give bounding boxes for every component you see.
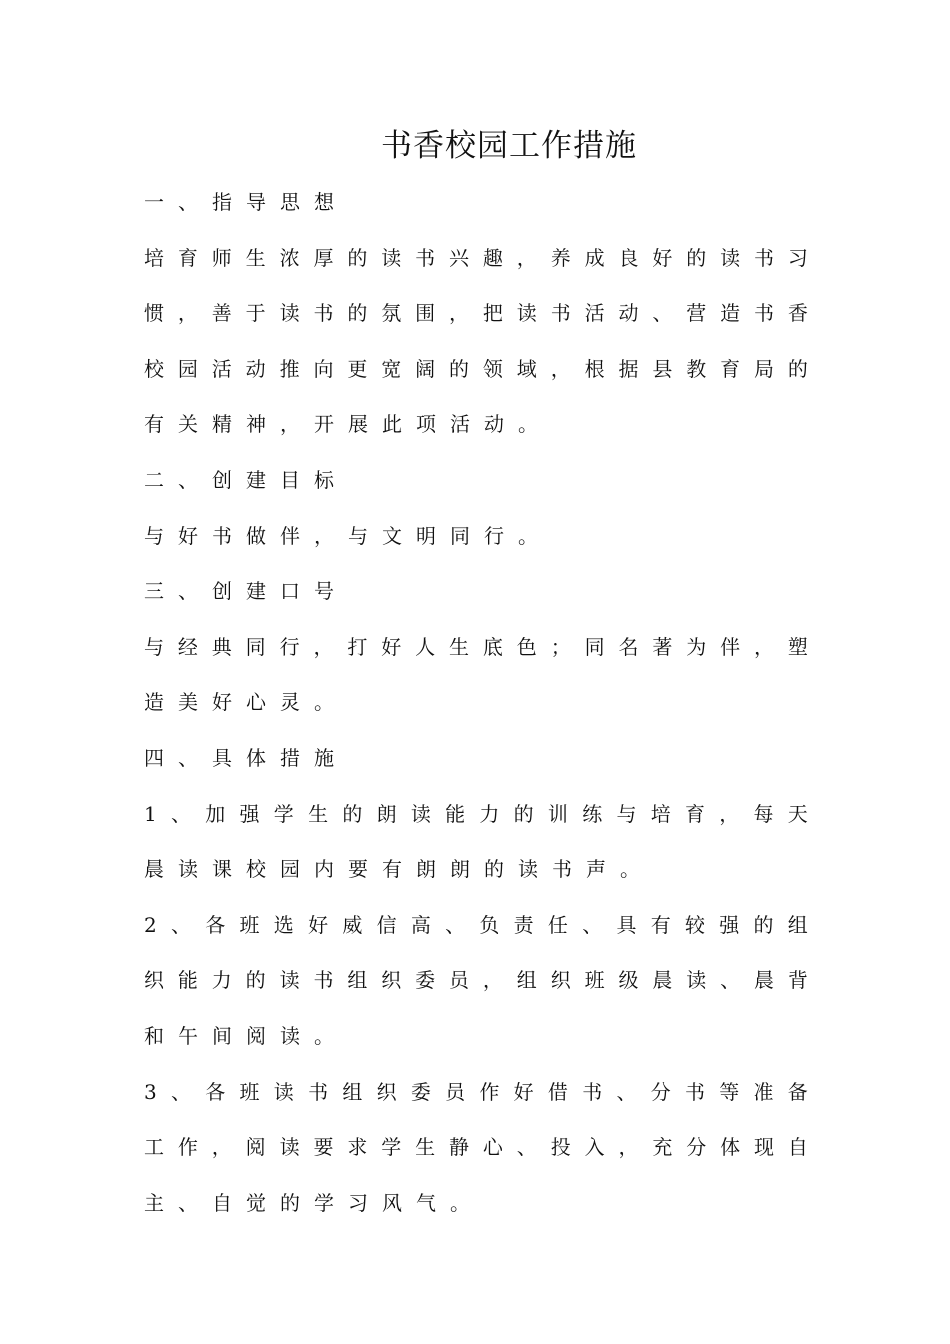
text-char: 加 [205,802,226,826]
text-char: 动 [245,357,266,381]
text-char: 借 [547,1080,568,1104]
text-char: 与 [144,524,164,548]
text-char: 自 [212,1191,232,1215]
text-char: 有 [144,412,164,436]
text-char: 做 [246,524,266,548]
text-char: 文 [382,524,402,548]
text-line [144,743,348,773]
text-char: 课 [212,857,232,881]
text-char: 体 [246,746,266,770]
text-char: 活 [584,301,605,325]
text-char: 向 [313,357,334,381]
text-char: 书 [550,301,571,325]
text-char: ， [550,357,571,381]
text-char: 好 [308,913,329,937]
text-char: 较 [684,913,705,937]
text-char: 美 [178,690,198,714]
text-char: 推 [279,357,300,381]
text-char: 创 [212,579,232,603]
text-char: 措 [280,746,300,770]
text-char: 3 [144,1080,157,1104]
text-char: 书 [754,246,775,270]
text-line [144,910,808,940]
text-char: 思 [280,190,300,214]
text-char: 读 [279,1135,300,1159]
text-char: 织 [376,1080,397,1104]
text-char: 组 [347,968,368,992]
text-char: 负 [479,913,500,937]
text-char: 责 [513,913,534,937]
text-char: 把 [482,301,503,325]
text-char: 静 [449,1135,470,1159]
text-char: 读 [720,246,741,270]
text-char: 高 [410,913,431,937]
text-char: 书 [754,301,775,325]
text-char: 与 [616,802,637,826]
text-char: 厚 [313,246,334,270]
text-char: 天 [787,802,808,826]
text-char: 织 [550,968,571,992]
text-char: 书 [313,968,334,992]
text-char: 神 [246,412,266,436]
text-char: 书 [308,1080,329,1104]
text-line [144,1021,348,1051]
text-char: ， [754,635,775,659]
text-char: 一 [144,190,164,214]
text-char: 营 [686,301,707,325]
text-char: 趣 [482,246,503,270]
text-char: 号 [314,579,334,603]
text-line [144,298,808,328]
text-char: ， [211,1135,232,1159]
text-char: ， [177,301,198,325]
text-char: 和 [144,1024,164,1048]
text-char: 阅 [246,1024,266,1048]
text-char: 、 [178,190,198,214]
text-char: 成 [584,246,605,270]
text-char: 学 [314,1191,334,1215]
text-char: 的 [342,802,363,826]
text-char: 学 [381,1135,402,1159]
text-char: 投 [550,1135,571,1159]
text-char: 每 [753,802,774,826]
text-char: 养 [550,246,571,270]
text-char: 各 [205,913,226,937]
text-char: 书 [582,1080,603,1104]
text-char: 指 [212,190,232,214]
text-char: 活 [211,357,232,381]
text-char: 三 [144,579,164,603]
text-char: 间 [212,1024,232,1048]
text-char: 读 [279,301,300,325]
text-char: 读 [686,968,707,992]
text-char: 浓 [279,246,300,270]
text-char: 的 [787,357,808,381]
text-line [144,965,808,995]
text-char: 生 [449,635,470,659]
text-char: 织 [144,968,164,992]
text-char: 能 [445,802,466,826]
text-char: 县 [652,357,673,381]
text-char: 织 [381,968,402,992]
text-char: 二 [144,468,164,492]
text-char: 阅 [245,1135,266,1159]
text-char: 、 [178,746,198,770]
text-char: 好 [513,1080,534,1104]
text-char: 关 [178,412,198,436]
text-char: 香 [787,301,808,325]
text-char: 的 [449,357,470,381]
text-char: ， [719,802,740,826]
text-char: 、 [171,1080,191,1104]
text-char: 内 [314,857,334,881]
text-char: 围 [415,301,436,325]
text-char: 能 [177,968,198,992]
text-char: 、 [178,1191,198,1215]
text-line [144,1188,484,1218]
text-char: 校 [144,357,164,381]
text-line [144,243,808,273]
text-char: 习 [787,246,808,270]
text-char: 育 [684,802,705,826]
text-char: 的 [513,802,534,826]
text-char: 的 [484,857,504,881]
text-char: 典 [211,635,232,659]
text-char: 。 [620,857,640,881]
text-char: 班 [584,968,605,992]
text-char: 目 [280,468,300,492]
text-char: ； [550,635,571,659]
text-char: 的 [686,246,707,270]
text-char: 具 [616,913,637,937]
text-char: 充 [652,1135,673,1159]
text-char: 体 [720,1135,741,1159]
text-char: 打 [347,635,368,659]
text-line [144,465,348,495]
text-char: 分 [686,1135,707,1159]
text-char: 造 [720,301,741,325]
text-char: 主 [144,1191,164,1215]
text-char: 2 [144,913,157,937]
text-char: 心 [246,690,266,714]
text-char: 经 [177,635,198,659]
text-char: 书 [552,857,572,881]
text-char: 读 [518,857,538,881]
text-char: 信 [376,913,397,937]
text-char: 的 [347,301,368,325]
text-char: 。 [518,412,538,436]
text-line [144,632,808,662]
text-char: 作 [177,1135,198,1159]
text-char: 动 [484,412,504,436]
text-char: 为 [686,635,707,659]
text-char: ， [516,246,537,270]
text-char: ， [280,412,300,436]
text-line [144,354,808,384]
text-char: 练 [582,802,603,826]
text-char: 朗 [416,857,436,881]
text-char: 的 [245,968,266,992]
text-char: 兴 [449,246,470,270]
text-line [144,799,808,829]
text-char: 组 [787,913,808,937]
text-char: 读 [381,246,402,270]
text-line [144,687,348,717]
text-char: 宽 [381,357,402,381]
text-char: 班 [239,1080,260,1104]
text-char: 建 [246,468,266,492]
text-char: 育 [720,357,741,381]
text-char: 造 [144,690,164,714]
text-char: 晨 [144,857,164,881]
text-char: 同 [584,635,605,659]
text-char: 好 [652,246,673,270]
text-char: 有 [650,913,671,937]
text-char: 领 [482,357,503,381]
text-char: 塑 [787,635,808,659]
text-char: 等 [719,1080,740,1104]
text-char: 。 [314,690,334,714]
text-char: 教 [686,357,707,381]
text-char: 习 [348,1191,368,1215]
text-char: 育 [177,246,198,270]
text-char: 。 [314,1024,334,1048]
text-char: 、 [178,468,198,492]
text-char: 午 [178,1024,198,1048]
text-char: 工 [144,1135,164,1159]
text-char: 生 [415,1135,436,1159]
text-char: 的 [280,1191,300,1215]
text-char: 标 [314,468,334,492]
text-char: 良 [618,246,639,270]
text-char: ， [618,1135,639,1159]
text-char: 师 [211,246,232,270]
text-char: 班 [239,913,260,937]
text-char: 开 [314,412,334,436]
text-char: 朗 [450,857,470,881]
text-char: 书 [313,301,334,325]
text-char: 与 [144,635,164,659]
text-char: 建 [246,579,266,603]
text-char: 域 [516,357,537,381]
text-char: 任 [547,913,568,937]
text-char: 的 [753,913,774,937]
text-char: 此 [382,412,402,436]
text-char: 名 [618,635,639,659]
text-char: 读 [178,857,198,881]
text-char: 好 [212,690,232,714]
text-char: 、 [171,802,191,826]
text-char: 、 [516,1135,537,1159]
text-line [144,854,654,884]
text-char: 读 [410,802,431,826]
text-char: 于 [245,301,266,325]
text-char: 精 [212,412,232,436]
text-char: 组 [342,1080,363,1104]
text-char: 施 [314,746,334,770]
text-char: 的 [347,246,368,270]
text-char: 行 [279,635,300,659]
text-char: 员 [449,968,470,992]
text-char: 局 [754,357,775,381]
text-char: 分 [650,1080,671,1104]
text-char: 行 [484,524,504,548]
text-char: 人 [415,635,436,659]
text-char: 要 [348,857,368,881]
text-char: 与 [348,524,368,548]
text-char: 。 [518,524,538,548]
text-char: 展 [348,412,368,436]
text-line [144,521,552,551]
text-char: 据 [618,357,639,381]
text-line [144,576,348,606]
text-char: 园 [280,857,300,881]
text-char: 读 [280,1024,300,1048]
text-char: 1 [144,802,157,826]
text-char: 培 [144,246,164,270]
text-char: 善 [211,301,232,325]
text-char: 具 [212,746,232,770]
text-char: 著 [652,635,673,659]
text-char: 背 [787,968,808,992]
document-title: 书香校园工作措施 [381,128,637,164]
text-char: 阔 [415,357,436,381]
text-char: 氛 [381,301,402,325]
text-char: 、 [616,1080,637,1104]
text-char: 声 [586,857,606,881]
text-char: 。 [450,1191,470,1215]
text-char: 想 [314,190,334,214]
text-char: 现 [754,1135,775,1159]
text-char: 导 [246,190,266,214]
text-char: 培 [650,802,671,826]
text-char: 委 [410,1080,431,1104]
text-char: 气 [416,1191,436,1215]
text-char: 书 [684,1080,705,1104]
text-char: 、 [652,301,673,325]
text-char: 读 [273,1080,294,1104]
text-char: 朗 [376,802,397,826]
text-char: 入 [584,1135,605,1159]
text-char: 惯 [144,301,164,325]
text-char: 校 [246,857,266,881]
text-char: 威 [342,913,363,937]
text-char: 生 [308,802,329,826]
text-char: 强 [719,913,740,937]
text-line [144,1132,808,1162]
text-char: 口 [280,579,300,603]
text-char: 、 [720,968,741,992]
text-line [144,187,348,217]
text-char: 强 [239,802,260,826]
text-char: 伴 [720,635,741,659]
text-char: 创 [212,468,232,492]
text-char: 作 [479,1080,500,1104]
text-char: 自 [787,1135,808,1159]
text-char: 力 [211,968,232,992]
text-char: 底 [482,635,503,659]
text-char: 要 [313,1135,334,1159]
text-char: 觉 [246,1191,266,1215]
text-line [144,1077,808,1107]
text-char: 准 [753,1080,774,1104]
text-char: 灵 [280,690,300,714]
text-char: 色 [516,635,537,659]
text-char: 员 [445,1080,466,1104]
text-char: 、 [445,913,466,937]
text-char: 好 [178,524,198,548]
text-char: 备 [787,1080,808,1104]
text-char: 园 [177,357,198,381]
text-line [144,409,552,439]
text-char: 各 [205,1080,226,1104]
text-char: ， [313,635,334,659]
text-char: 力 [479,802,500,826]
text-char: 委 [415,968,436,992]
text-char: 伴 [280,524,300,548]
text-char: 更 [347,357,368,381]
text-char: 项 [416,412,436,436]
text-char: 生 [245,246,266,270]
text-char: 四 [144,746,164,770]
text-char: ， [449,301,470,325]
text-char: ， [482,968,503,992]
text-char: 、 [171,913,191,937]
text-char: 书 [212,524,232,548]
text-char: 同 [245,635,266,659]
text-char: 、 [178,579,198,603]
text-char: 根 [584,357,605,381]
text-char: 学 [273,802,294,826]
text-char: 读 [516,301,537,325]
text-char: 风 [382,1191,402,1215]
text-char: 活 [450,412,470,436]
text-char: 选 [273,913,294,937]
text-char: 求 [347,1135,368,1159]
text-char: ， [314,524,334,548]
text-char: 动 [618,301,639,325]
text-char: 级 [618,968,639,992]
text-char: 好 [381,635,402,659]
text-char: 书 [415,246,436,270]
text-char: 、 [582,913,603,937]
text-char: 心 [482,1135,503,1159]
text-char: 组 [516,968,537,992]
text-char: 读 [279,968,300,992]
text-char: 晨 [754,968,775,992]
text-char: 训 [547,802,568,826]
text-char: 同 [450,524,470,548]
text-char: 晨 [652,968,673,992]
text-char: 有 [382,857,402,881]
text-char: 明 [416,524,436,548]
